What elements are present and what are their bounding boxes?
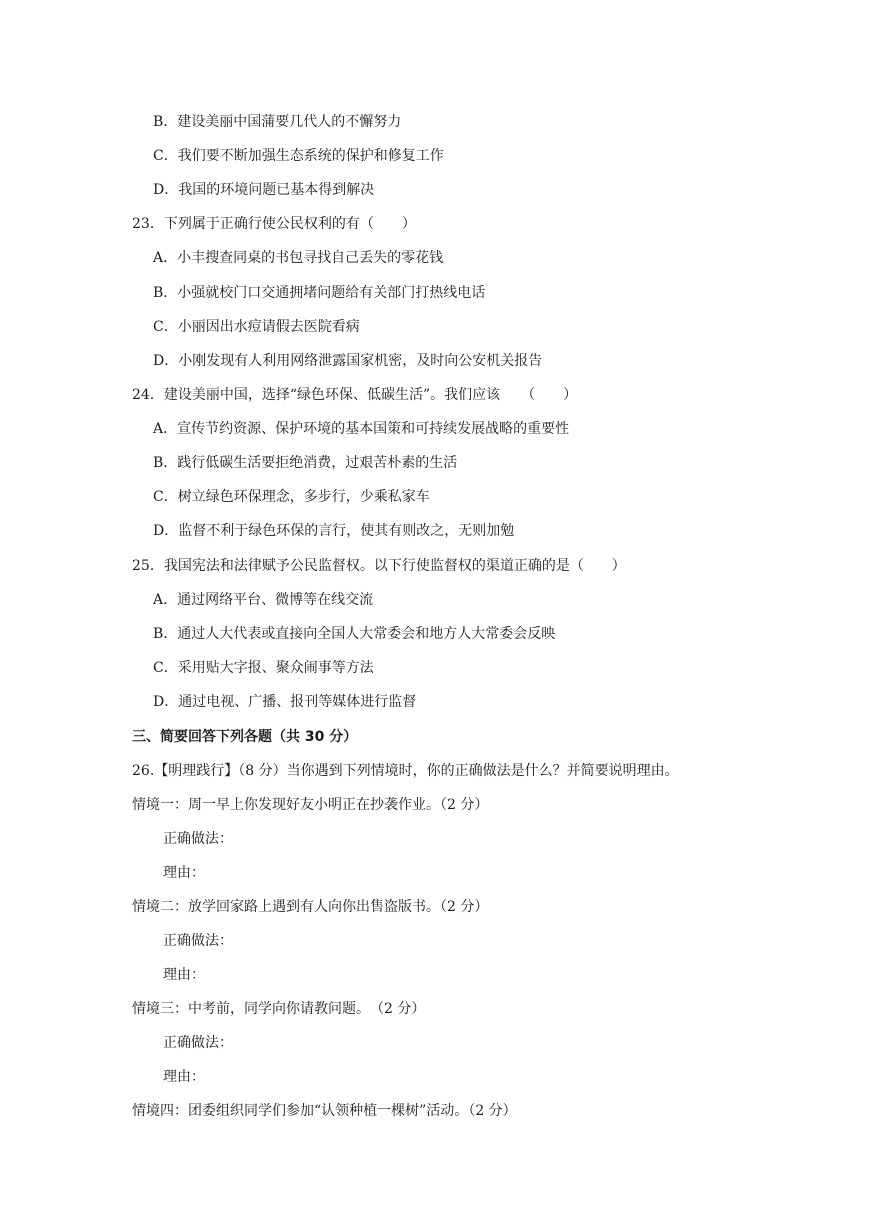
q24-option-a: A．宣传节约资源、保护环境的基本国策和可持续发展战略的重要性 xyxy=(153,421,570,437)
scenario-1-answer-label: 正确做法： xyxy=(163,831,233,847)
q24-option-b: B．践行低碳生活要拒绝消费，过艰苦朴素的生活 xyxy=(153,455,458,471)
scenario-1-reason-label: 理由： xyxy=(163,865,205,881)
q23-option-d: D．小刚发现有人利用网络泄露国家机密，及时向公安机关报告 xyxy=(153,353,543,369)
q23-option-c: C．小丽因出水痘请假去医院看病 xyxy=(153,319,360,335)
scenario-2-reason-label: 理由： xyxy=(163,967,205,983)
section-3-heading: 三、简要回答下列各题（共 30 分） xyxy=(132,729,358,745)
q23-stem: 23．下列属于正确行使公民权利的有（ ） xyxy=(132,216,416,232)
q26-stem: 26.【明理践行】（8 分）当你遇到下列情境时，你的正确做法是什么？并简要说明理由。 xyxy=(132,763,679,779)
q25-option-a: A．通过网络平台、微博等在线交流 xyxy=(153,592,374,608)
q23-option-a: A．小丰搜查同桌的书包寻找自己丢失的零花钱 xyxy=(153,250,444,266)
scenario-2-answer-label: 正确做法： xyxy=(163,933,233,949)
q24-option-d: D．监督不利于绿色环保的言行，使其有则改之，无则加勉 xyxy=(153,523,515,539)
q24-option-c: C．树立绿色环保理念，多步行，少乘私家车 xyxy=(153,489,430,505)
q25-option-d: D．通过电视、广播、报刊等媒体进行监督 xyxy=(153,694,417,710)
q26-scenario-1: 情境一：周一早上你发现好友小明正在抄袭作业。（2 分） xyxy=(132,797,489,813)
q25-stem: 25．我国宪法和法律赋予公民监督权。以下行使监督权的渠道正确的是（ ） xyxy=(132,558,626,574)
q26-scenario-2: 情境二：放学回家路上遇到有人向你出售盗版书。（2 分） xyxy=(132,899,489,915)
q26-scenario-3: 情境三：中考前，同学向你请教问题。 （2 分） xyxy=(132,1001,426,1017)
q25-option-c: C．采用贴大字报、聚众闹事等方法 xyxy=(153,660,374,676)
q24-stem: 24．建设美丽中国，选择“绿色环保、低碳生活”。我们应该 （ ） xyxy=(132,387,578,403)
q23-option-b: B．小强就校门口交通拥堵问题给有关部门打热线电话 xyxy=(153,285,486,301)
q22-option-d: D．我国的环境问题已基本得到解决 xyxy=(153,182,375,198)
q22-option-b: B．建设美丽中国蒲要几代人的不懈努力 xyxy=(153,114,402,130)
q25-option-b: B．通过人大代表或直接向全国人大常委会和地方人大常委会反映 xyxy=(153,626,556,642)
scenario-3-answer-label: 正确做法： xyxy=(163,1035,233,1051)
q22-option-c: C．我们要不断加强生态系统的保护和修复工作 xyxy=(153,148,444,164)
scenario-3-reason-label: 理由： xyxy=(163,1069,205,1085)
q26-scenario-4: 情境四：团委组织同学们参加“认领种植一棵树”活动。（2 分） xyxy=(132,1103,517,1119)
